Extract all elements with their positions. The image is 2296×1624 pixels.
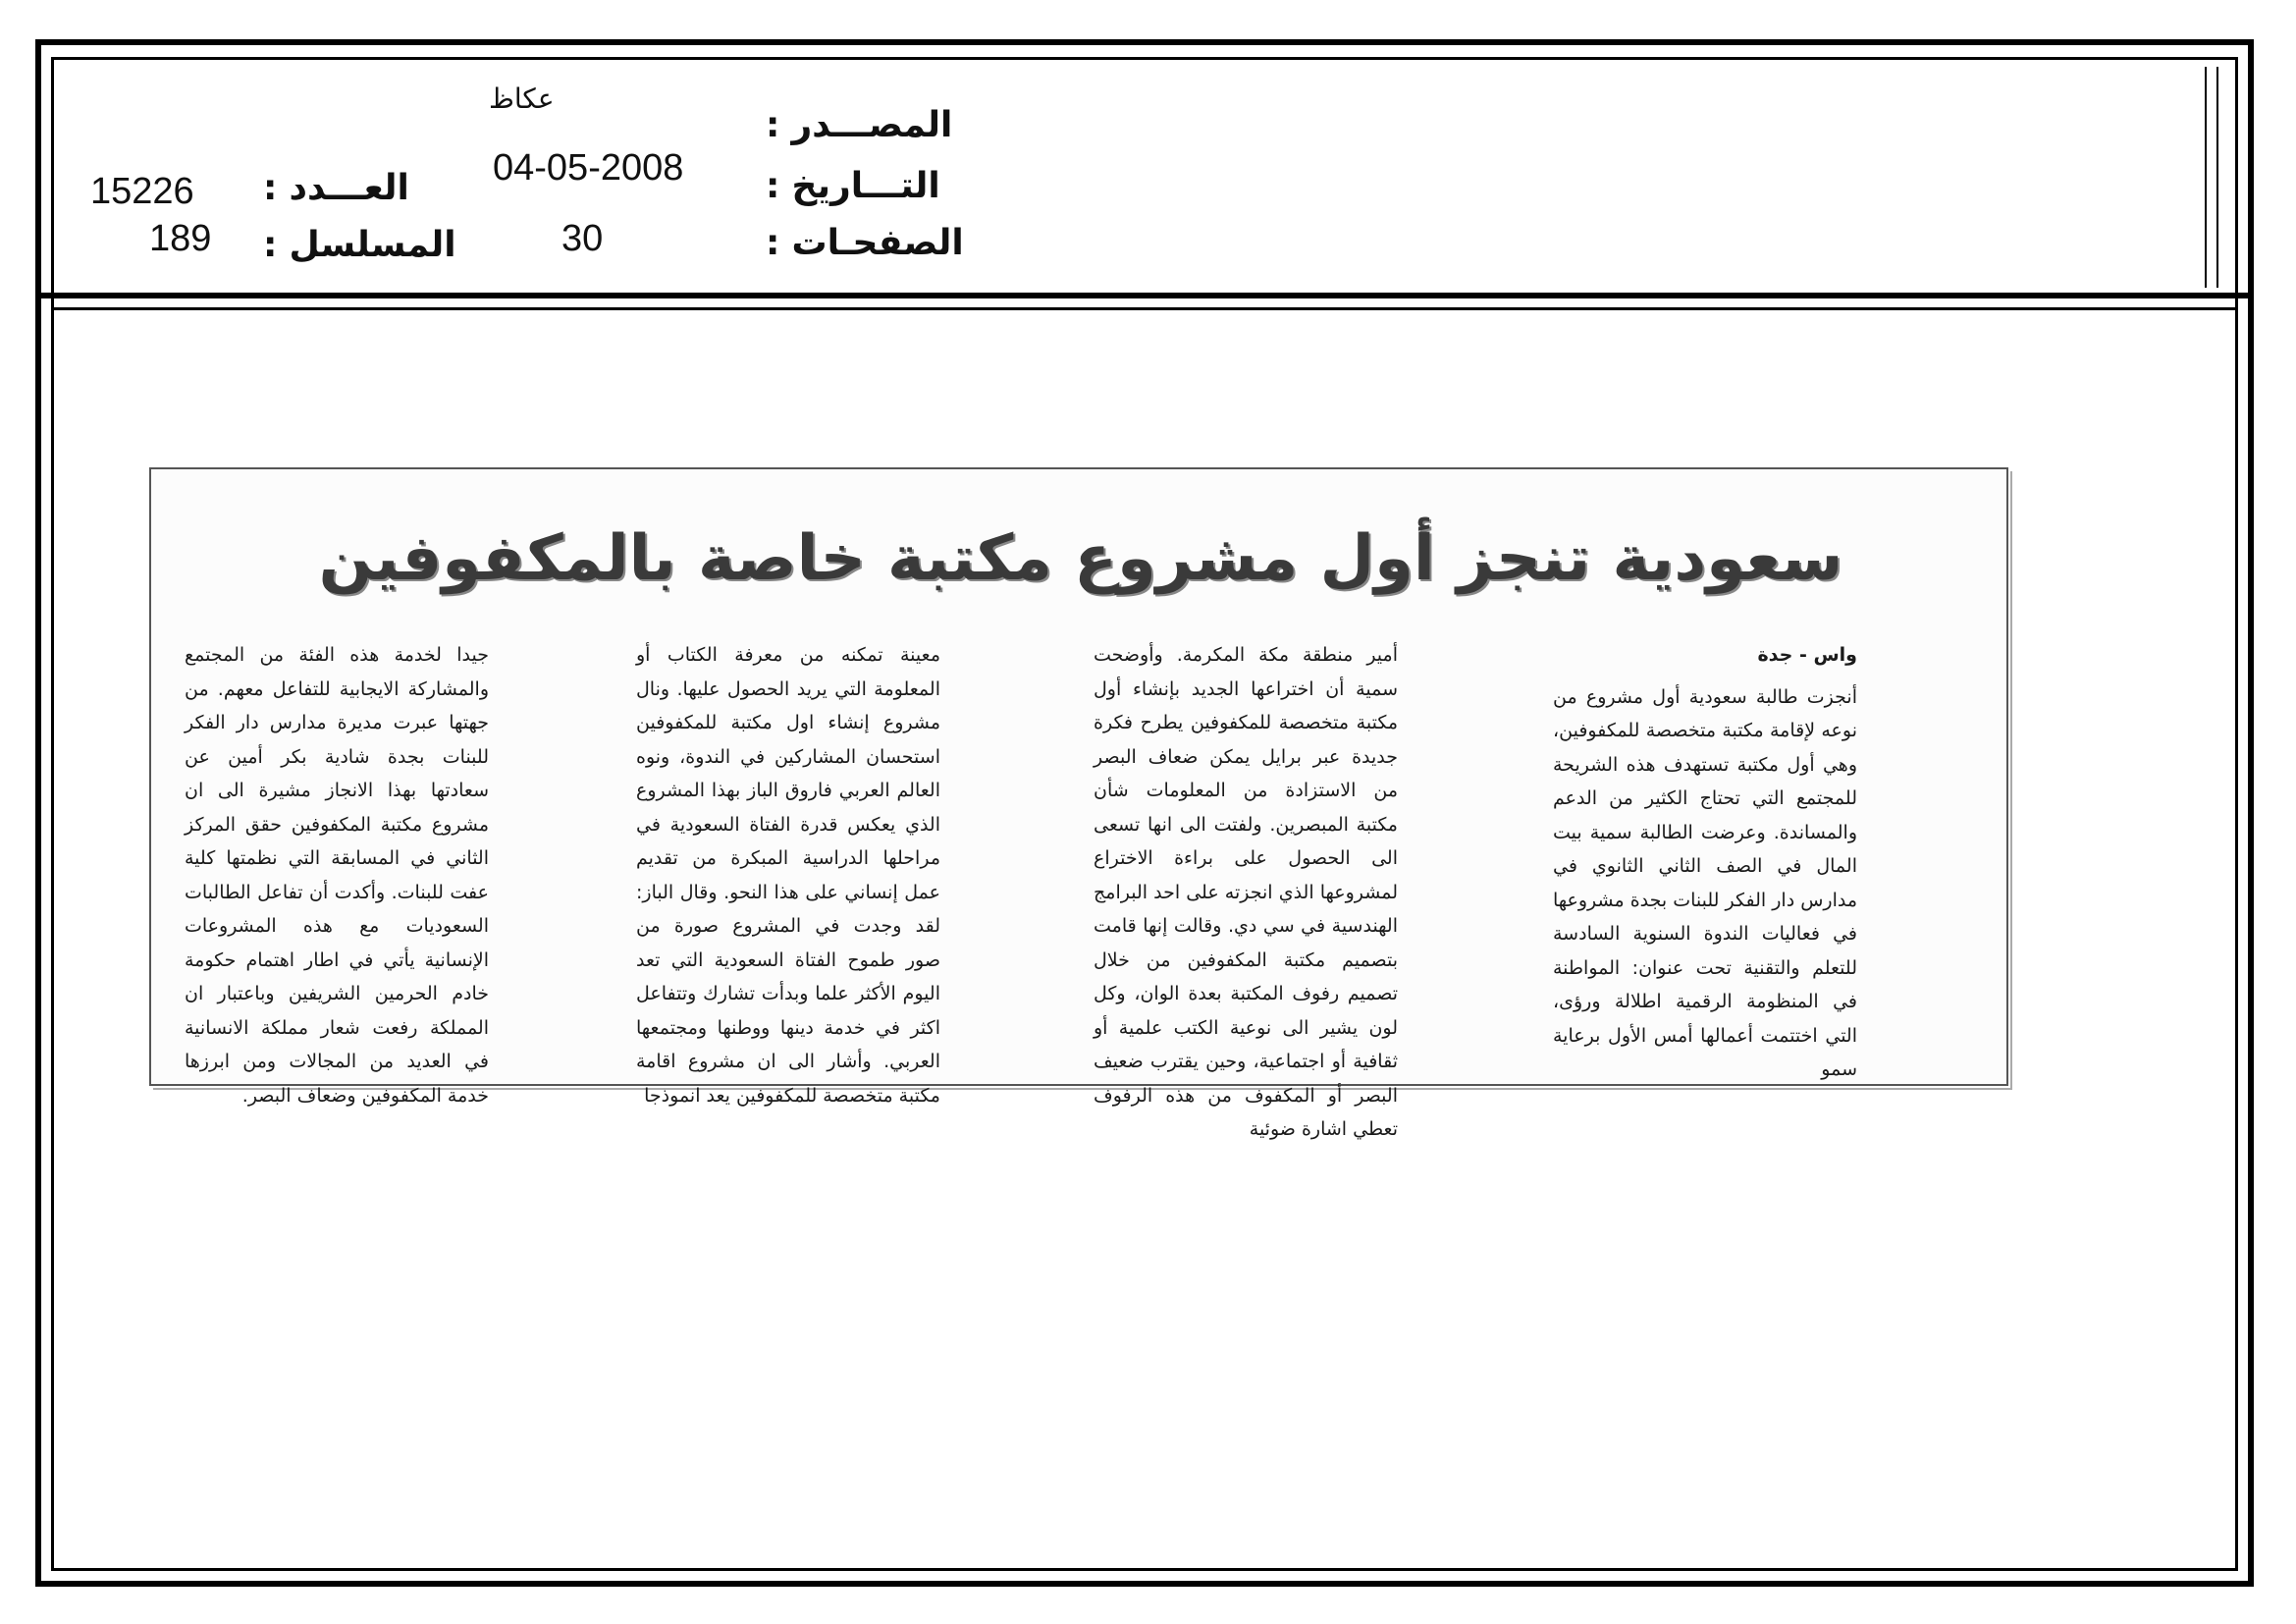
article-column-2 bbox=[1094, 638, 1398, 1147]
serial-label: المسلسل bbox=[289, 225, 456, 265]
pages-label: الصفحـات bbox=[791, 223, 964, 263]
serial-value: 189 bbox=[149, 218, 212, 259]
article-column-4 bbox=[185, 638, 489, 1112]
article-column-3 bbox=[636, 638, 940, 1112]
date-label: التـــاريخ bbox=[791, 166, 940, 206]
header-divider-thin bbox=[51, 307, 2238, 310]
issue-label: العـــدد bbox=[289, 168, 409, 208]
article-column-1 bbox=[1553, 638, 1857, 1087]
newspaper-clipping bbox=[149, 467, 2008, 1140]
source-colon: : bbox=[766, 105, 780, 145]
pages-field bbox=[766, 220, 964, 263]
source-field bbox=[766, 102, 952, 145]
article-dateline: واس - جدة bbox=[1757, 644, 1857, 666]
article-column-1-text: أنجزت طالبة سعودية أول مشروع من نوعه لإقامة مكتبة متخصصة للمكفوفين، وهي أول مكتبة تستهدف هذه الشريحة للمجتمع التي تحتاج الكثير من الدعم والمساندة. وعرضت الطالبة سمية بيت المال في الصف الثاني الثانوي في مدارس دار الفكر للبنات بجدة مشروعها في فعاليات الندوة السنوية السادسة للتعلم والتقنية تحت عنوان: المواطنة في المنظومة الرقمية اطلالة ورؤى، التي اختتمت أعمالها أمس الأول برعاية سمو bbox=[1553, 685, 1857, 1080]
article-column-4-text: جيدا لخدمة هذه الفئة من المجتمع والمشاركة الايجابية للتفاعل معهم. من جهتها عبرت مديرة مدارس دار الفكر للبنات بجدة شادية بكر أمين عن سعادتها بهذا الانجاز مشيرة الى ان مشروع مكتبة المكفوفين حقق المركز الثاني في المسابقة التي نظمتها كلية عفت للبنات. وأكدت أن تفاعل الطالبات السعوديات مع هذه المشروعات الإنسانية يأتي في اطار اهتمام حكومة خادم الحرمين الشريفين وباعتبار ان المملكة رفعت شعار مملكة الانسانية في العديد من المجالات ومن ابرزها خدمة المكفوفين وضعاف البصر. bbox=[185, 644, 489, 1107]
article-headline: سعودية تنجز أول مشروع مكتبة خاصة بالمكفوفين bbox=[318, 522, 1843, 595]
issue-colon: : bbox=[263, 168, 278, 208]
pages-value: 30 bbox=[561, 218, 604, 259]
article-column-3-text: معينة تمكنه من معرفة الكتاب أو المعلومة التي يريد الحصول عليها. ونال مشروع إنشاء اول مكتبة للمكفوفين استحسان المشاركين في الندوة، ونوه العالم العربي فاروق الباز بهذا المشروع الذي يعكس قدرة الفتاة السعودية في مراحلها الدراسية المبكرة من تقديم عمل إنساني على هذا النحو. وقال الباز: لقد وجدت في المشروع صورة من صور طموح الفتاة السعودية التي تعد اليوم الأكثر علما وبدأت تشارك وتتفاعل اكثر في خدمة دينها ووطنها ومجتمعها العربي. وأشار الى ان مشروع اقامة مكتبة متخصصة للمكفوفين يعد انموذجا bbox=[636, 644, 940, 1107]
date-value: 04-05-2008 bbox=[493, 147, 684, 189]
serial-field bbox=[263, 222, 456, 265]
date-field bbox=[766, 163, 940, 206]
article-column-2-text: أمير منطقة مكة المكرمة. وأوضحت سمية أن اختراعها الجديد بإنشاء أول مكتبة متخصصة للمكفوفين يطرح فكرة جديدة عبر برايل يمكن ضعاف البصر من الاستزادة من المعلومات شأن مكتبة المبصرين. ولفتت الى انها تسعى الى الحصول على براءة الاختراع لمشروعها الذي انجزته على احد البرامج الهندسية في سي دي. وقالت إنها قامت بتصميم مكتبة المكفوفين من خلال تصميم رفوف المكتبة بعدة الوان، وكل لون يشير الى نوعية الكتب علمية أو ثقافية أو اجتماعية، وحين يقترب ضعيف البصر أو المكفوف من هذه الرفوف تعطي اشارة ضوئية bbox=[1094, 644, 1398, 1140]
date-colon: : bbox=[766, 166, 780, 206]
header-divider bbox=[35, 293, 2254, 298]
header-side-mark bbox=[2205, 67, 2218, 288]
pages-colon: : bbox=[766, 223, 780, 263]
source-label: المصـــدر bbox=[791, 105, 953, 145]
source-value: عكاظ bbox=[489, 82, 555, 115]
issue-field bbox=[263, 165, 409, 208]
serial-colon: : bbox=[263, 225, 278, 265]
issue-value: 15226 bbox=[90, 171, 194, 212]
